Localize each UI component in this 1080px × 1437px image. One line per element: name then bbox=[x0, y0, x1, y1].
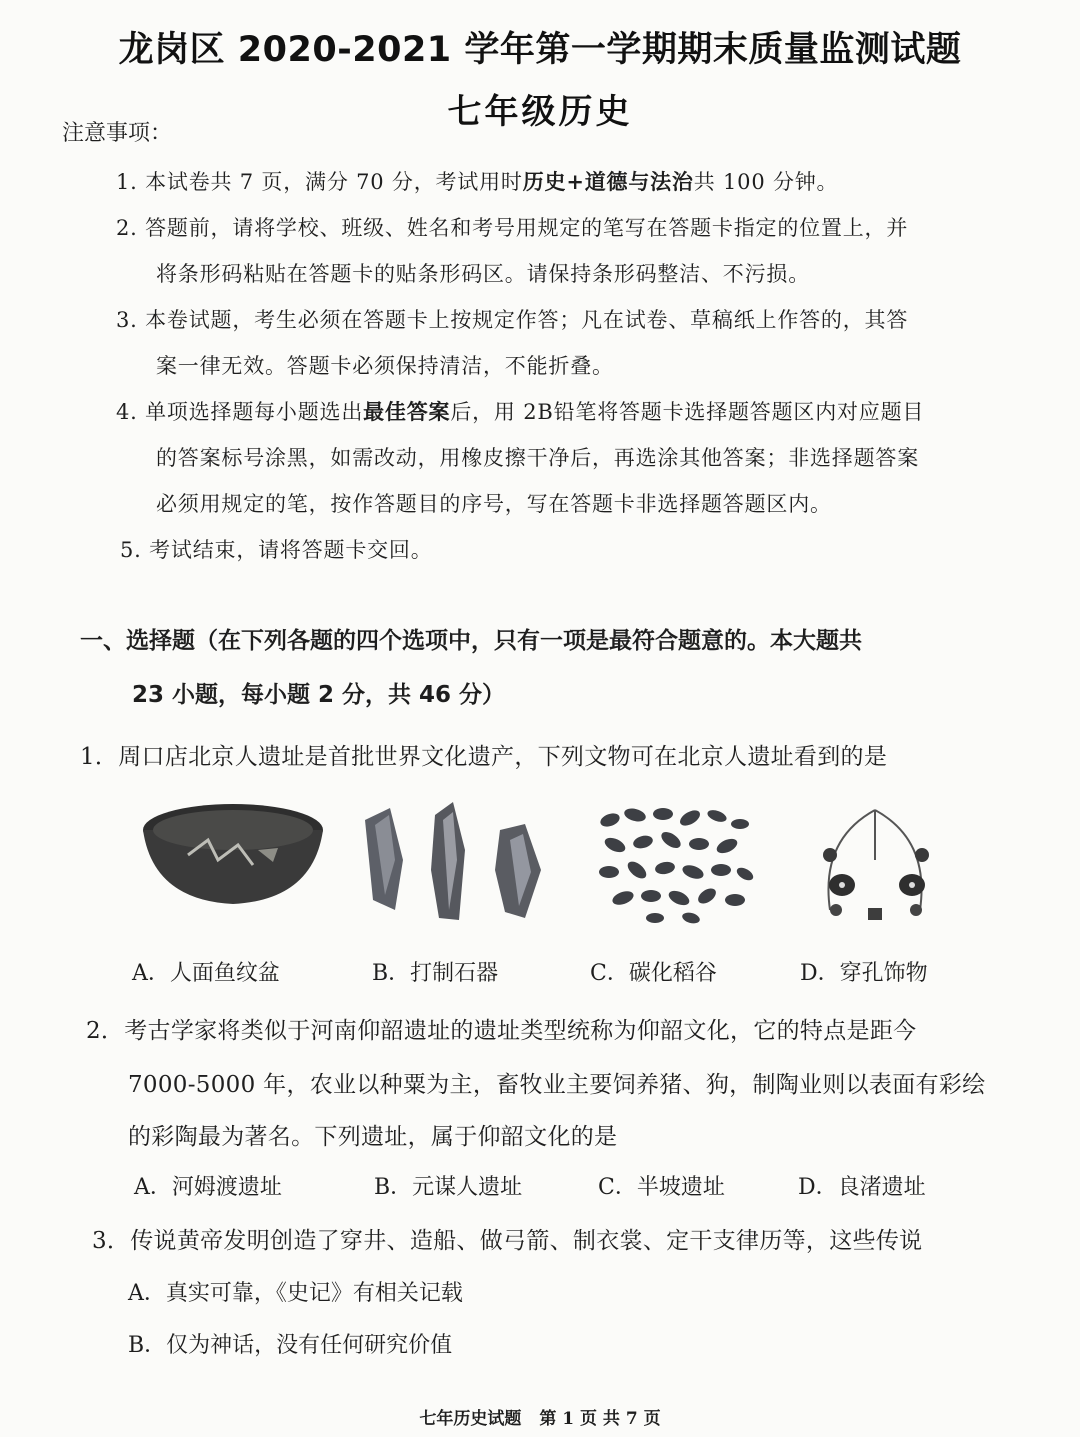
notice-item-4: 4. 单项选择题每小题选出最佳答案后，用 2B铅笔将答题卡选择题答题区内对应题目 bbox=[116, 399, 925, 424]
pierced-ornament-icon bbox=[800, 800, 950, 925]
notice-item-5: 5. 考试结束，请将答题卡交回。 bbox=[120, 538, 433, 562]
footer-page-number: 第 1 页 共 7 页 bbox=[539, 1409, 661, 1429]
question-2-option-b: B．元谋人遗址 bbox=[374, 1175, 523, 1200]
question-2-option-c: C．半坡遗址 bbox=[598, 1175, 725, 1200]
question-2-option-a: A．河姆渡遗址 bbox=[134, 1175, 282, 1200]
question-2-option-d: D．良渚遗址 bbox=[798, 1175, 926, 1200]
question-1-option-c: C．碳化稻谷 bbox=[590, 961, 717, 986]
question-1-stem: 1．周口店北京人遗址是首批世界文化遗产，下列文物可在北京人遗址看到的是 bbox=[80, 744, 888, 770]
notice-item-2-cont: 将条形码粘贴在答题卡的贴条形码区。请保持条形码整洁、不污损。 bbox=[156, 262, 810, 286]
footer-left: 七年历史试题 bbox=[419, 1409, 522, 1429]
question-1-option-a: A．人面鱼纹盆 bbox=[132, 961, 280, 986]
question-2-line-1: 2．考古学家将类似于河南仰韶遗址的遗址类型统称为仰韶文化，它的特点是距今 bbox=[86, 1018, 917, 1044]
notice-item-4-cont1: 的答案标号涂黑，如需改动，用橡皮擦干净后，再选涂其他答案；非选择题答案 bbox=[156, 446, 919, 470]
exam-subtitle: 七年级历史 bbox=[447, 92, 633, 132]
question-3-option-b: B．仅为神话，没有任何研究价值 bbox=[128, 1333, 453, 1358]
pottery-basin-icon bbox=[138, 800, 328, 910]
section-heading-cont: 23 小题，每小题 2 分，共 46 分） bbox=[132, 682, 506, 708]
question-3-stem: 3．传说黄帝发明创造了穿井、造船、做弓箭、制衣裳、定干支律历等，这些传说 bbox=[92, 1228, 923, 1254]
notice-item-1: 1. 本试卷共 7 页，满分 70 分，考试用时历史+道德与法治共 100 分钟。 bbox=[116, 169, 839, 194]
notice-item-3: 3. 本卷试题，考生必须在答题卡上按规定作答；凡在试卷、草稿纸上作答的，其答 bbox=[116, 308, 909, 332]
question-3-option-a: A．真实可靠，《史记》有相关记载 bbox=[128, 1281, 463, 1306]
carbonized-rice-icon bbox=[595, 800, 755, 925]
notice-item-3-cont: 案一律无效。答题卡必须保持清洁，不能折叠。 bbox=[156, 354, 614, 378]
notice-heading: 注意事项： bbox=[62, 121, 173, 146]
exam-title: 龙岗区 2020-2021 学年第一学期期末质量监测试题 bbox=[118, 30, 962, 70]
page-footer bbox=[0, 1404, 1080, 1429]
question-1-option-b: B．打制石器 bbox=[372, 961, 499, 986]
question-2-line-2: 7000-5000 年，农业以种粟为主，畜牧业主要饲养猪、狗，制陶业则以表面有彩绘 bbox=[128, 1072, 986, 1098]
notice-item-2: 2. 答题前，请将学校、班级、姓名和考号用规定的笔写在答题卡指定的位置上，并 bbox=[116, 216, 909, 240]
question-1-option-d: D．穿孔饰物 bbox=[800, 961, 928, 986]
notice-item-4-cont2: 必须用规定的笔，按作答题目的序号，写在答题卡非选择题答题区内。 bbox=[156, 492, 832, 516]
question-2-line-3: 的彩陶最为著名。下列遗址，属于仰韶文化的是 bbox=[128, 1124, 618, 1150]
section-heading: 一、选择题（在下列各题的四个选项中，只有一项是最符合题意的。本大题共 bbox=[80, 628, 862, 654]
stone-tools-icon bbox=[355, 800, 545, 925]
